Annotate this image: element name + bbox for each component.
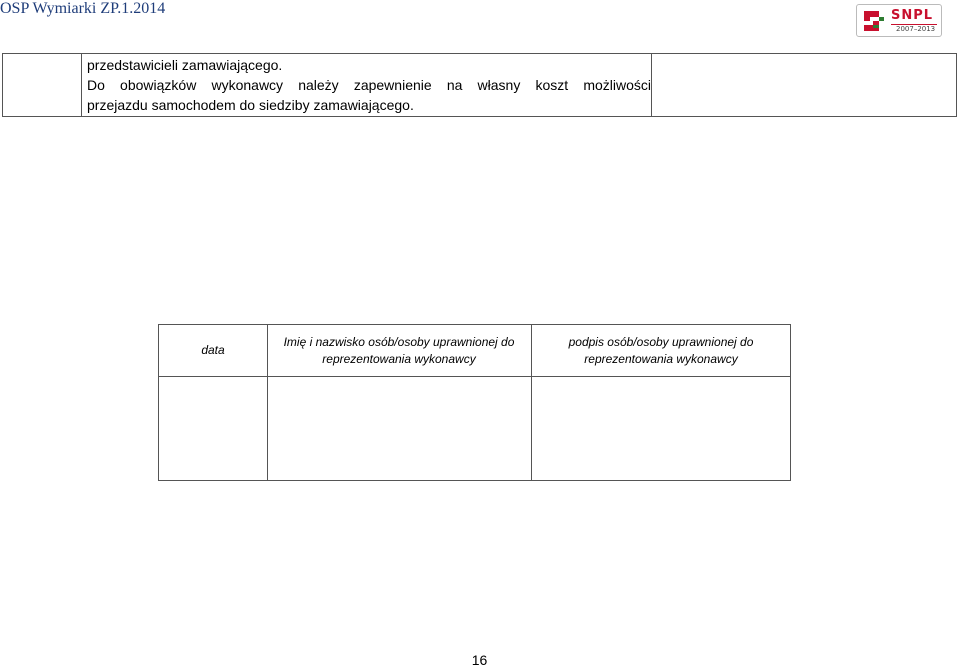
header-date-label: data	[201, 343, 225, 357]
header-name	[267, 325, 531, 376]
cell-signature[interactable]	[532, 377, 790, 481]
header-signature	[531, 325, 791, 376]
text-line: przedstawicieli zamawiającego.	[87, 57, 283, 73]
header-signature-label: podpis osób/osoby uprawnionej do reprezentowania wykonawcy	[568, 334, 754, 366]
table-column-divider	[651, 54, 652, 116]
header-date	[159, 325, 267, 376]
signature-table	[158, 324, 791, 481]
logo-years: 2007–2013	[896, 25, 936, 33]
continuation-table	[2, 53, 957, 117]
cell-name[interactable]	[268, 377, 531, 481]
page-number: 16	[471, 652, 488, 668]
cell-date[interactable]	[159, 377, 267, 481]
snpl-logo	[856, 4, 942, 37]
text-line: Do obowiązków wykonawcy należy zapewnienie na własny koszt możliwości	[87, 77, 651, 93]
header-name-label: Imię i nazwisko osób/osoby uprawnionej do reprezentowania wykonawcy	[283, 334, 515, 366]
requirements-text	[87, 55, 651, 115]
text-line: przejazdu samochodem do siedziby zamawiającego.	[87, 97, 414, 113]
snpl-logo-icon	[861, 8, 887, 34]
document-header-title: OSP Wymiarki ZP.1.2014	[0, 0, 166, 17]
logo-text: SNPL	[891, 8, 934, 23]
table-column-divider	[81, 54, 82, 116]
